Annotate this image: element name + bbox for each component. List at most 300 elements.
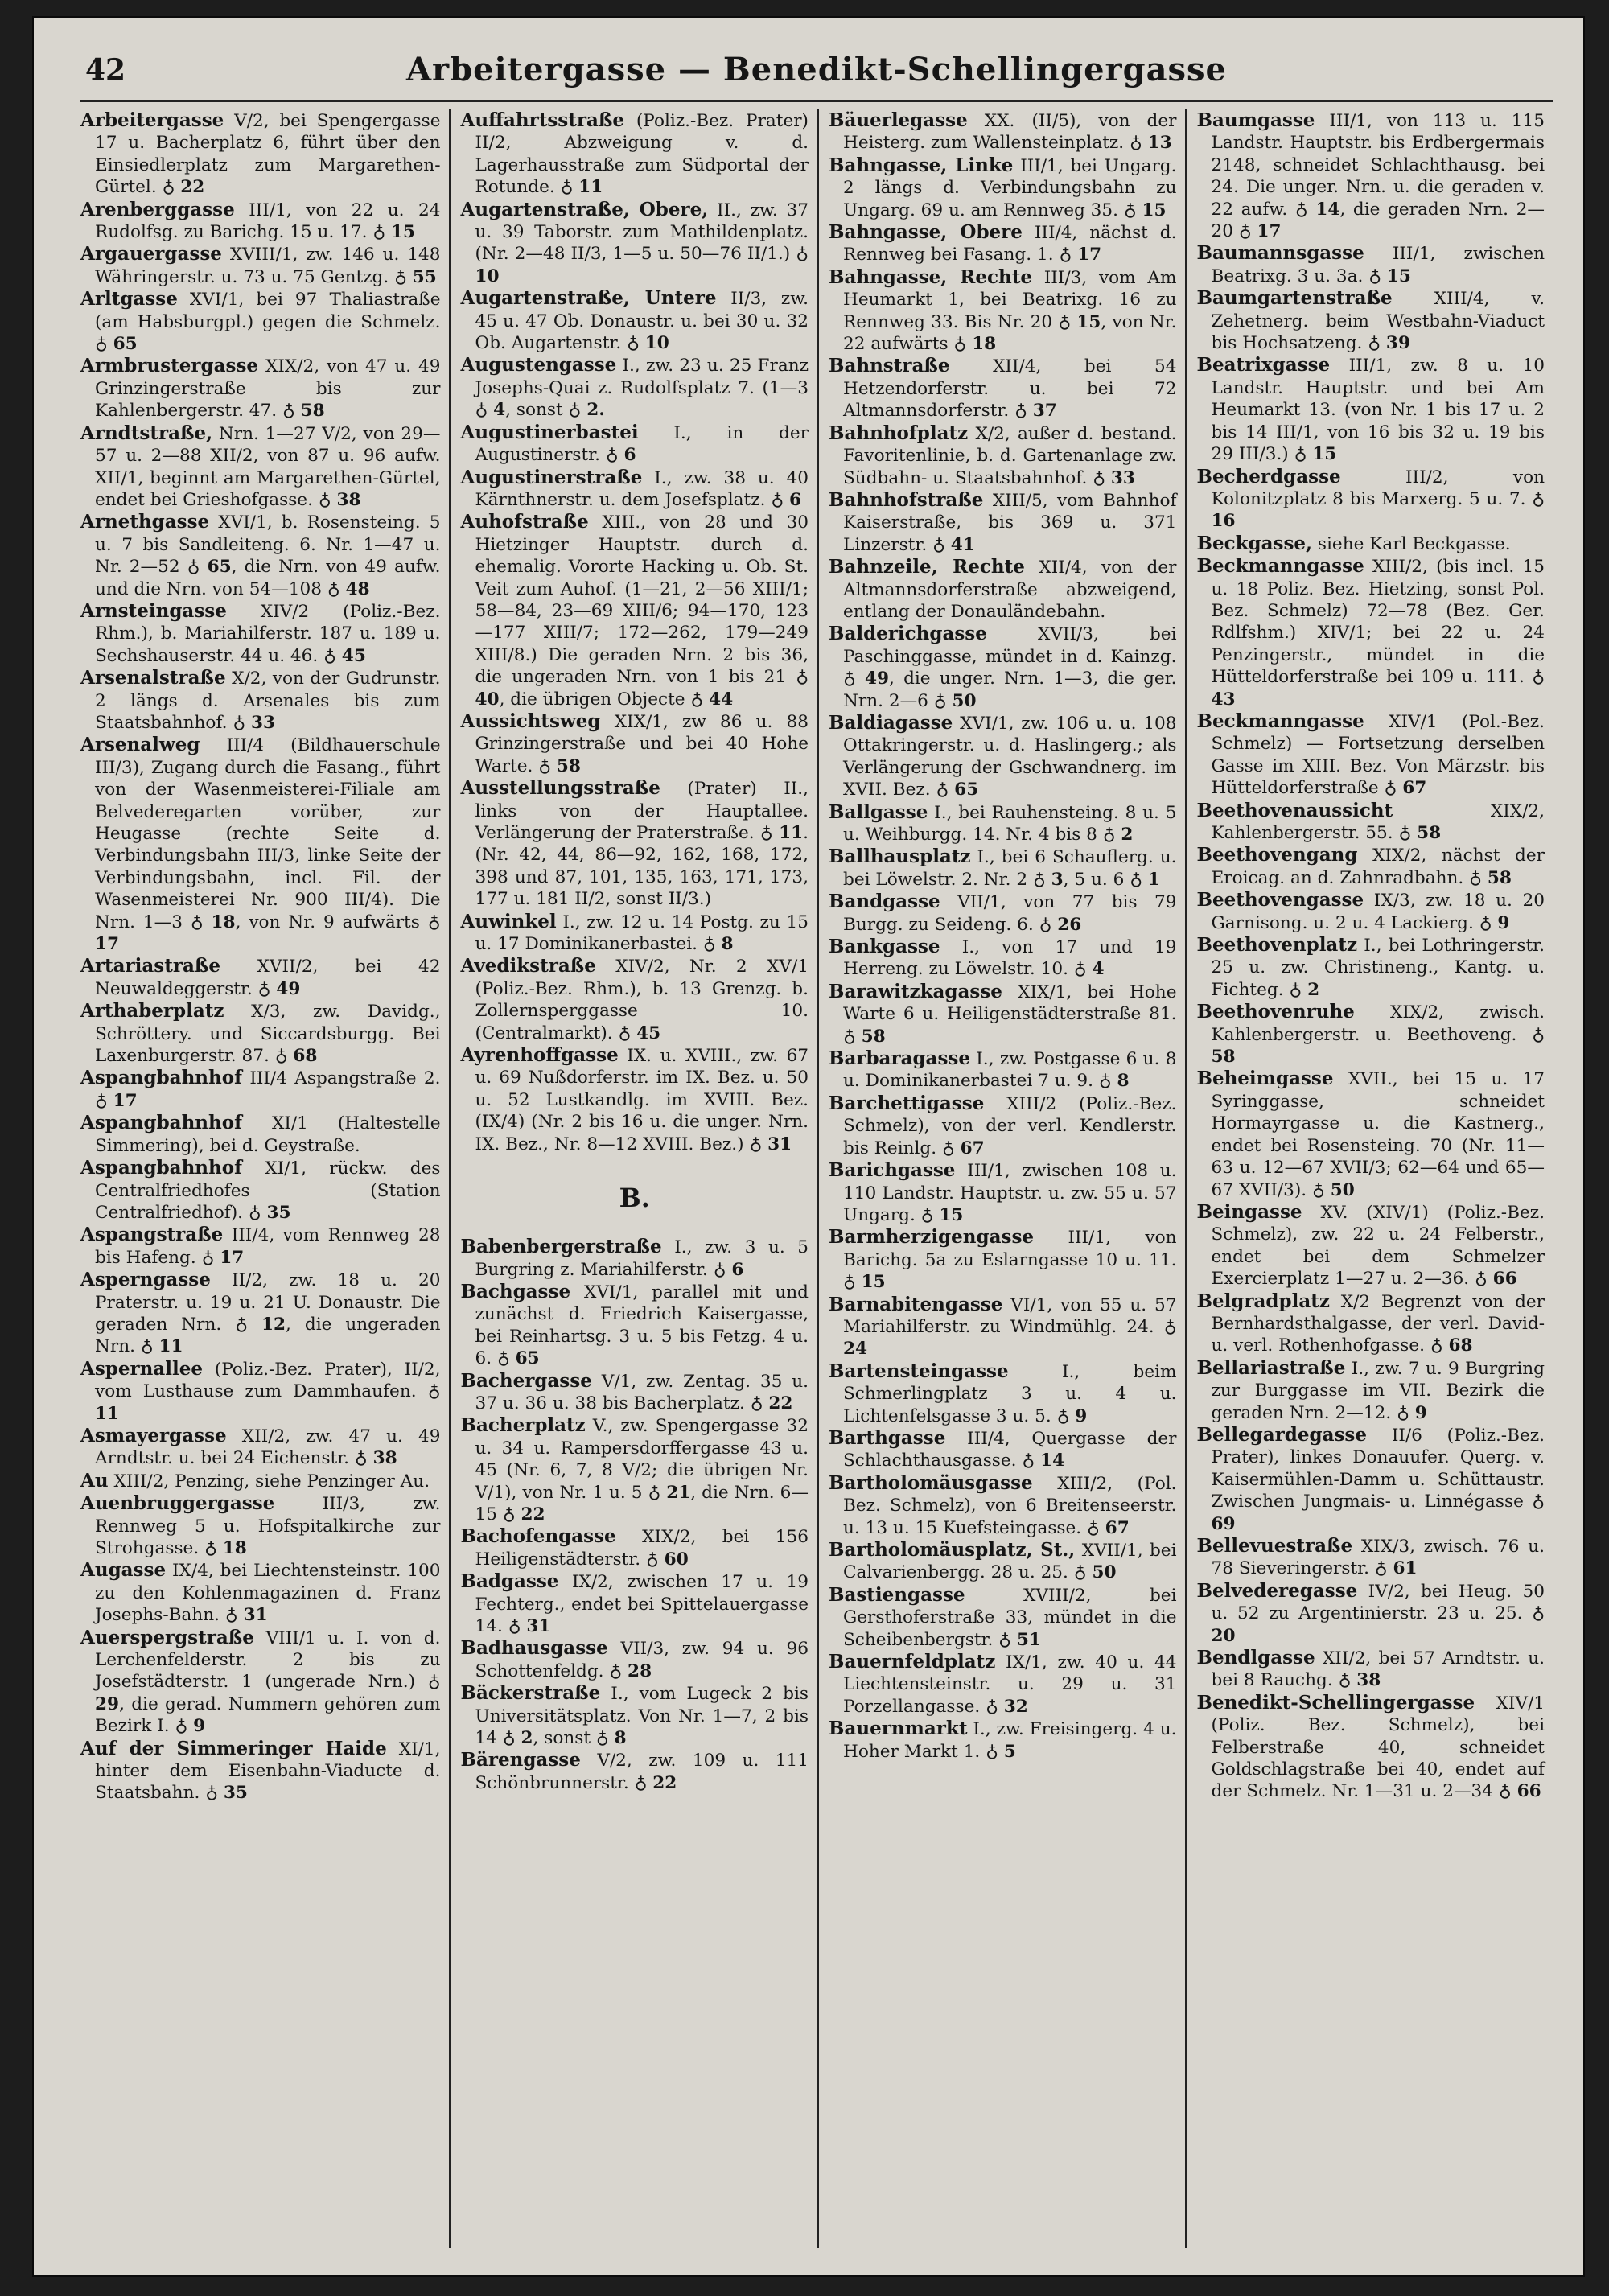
map-reference: 65 <box>113 334 138 355</box>
street-name: Bauernmarkt <box>829 1718 968 1740</box>
map-reference: 65 <box>954 780 979 800</box>
map-reference: 38 <box>336 489 361 510</box>
directory-entry: Auerspergstraße VIII/1 u. I. von d. Lerchenfelderstr. 2 bis zu Josefstädterstr. 1 (ungerade Nrn.) ♁ 29, die gerad. Nummern gehören zum Bezirk I. ♁ 9 <box>80 1626 441 1737</box>
directory-entry: Beatrixgasse III/1, zw. 8 u. 10 Landstr. Hauptstr. und bei Am Heumarkt 13. (von Nr. 1 bis 17 u. 2 bis 14 III/1, von 16 bis 32 u. 19 bis 29 III/3.) ♁ 15 <box>1196 354 1545 465</box>
street-description: I., bei Rauhensteing. 8 u. 5 u. Weihburgg. 14. Nr. 4 bis 8 <box>843 802 1177 845</box>
map-reference: 67 <box>960 1138 985 1158</box>
street-description: IX/3, zw. 18 u. 20 Garnisong. u. 2 u. 4 Lackierg. <box>1211 891 1545 933</box>
street-description: XIII., von 28 und 30 Hietzinger Hauptstr. durch d. ehemalig. Vororte Hacking u. Ob. St. Veit zum Auhof. (1—21, 2—56 XIII/1; 58—84, 23—69 XIII/6; 94—170, 123—177 XIII/7; 172—262, 179—249 XIII/8.) Die geraden Nrn. 2 bis 36, die ungeraden Nrn. von 1 bis 21 <box>475 512 809 688</box>
street-name: Barchettigasse <box>829 1092 985 1114</box>
street-description-tail: , die unger. Nrn. 1—3, die ger. Nrn. 2—6 <box>843 669 1177 711</box>
street-description: I., zw. 12 u. 14 Postg. zu 15 u. 17 Dominikanerbastei. <box>475 911 809 955</box>
street-description: XIII/5, vom Bahnhof Kaiserstraße, bis 369 u. 371 Linzerstr. <box>843 490 1177 555</box>
directory-entry: Arenberggasse III/1, von 22 u. 24 Rudolfsg. zu Barichg. 15 u. 17. ♁ 15 <box>80 198 441 243</box>
street-description: III/3, vom Am Heumarkt 1, bei Beatrixg. 16 zu Rennweg 33. Bis Nr. 20 <box>843 267 1177 332</box>
map-reference: 67 <box>1105 1517 1130 1538</box>
directory-entry: Beheimgasse XVII., bei 15 u. 17 Syringgasse, schneidet Hormayrgasse u. die Kastnerg., endet bei Rosensteing. 70 (Nr. 11—63 u. 12—67 XVII/3; 62—64 und 65—67 XVII/3). ♁ 50 <box>1196 1068 1545 1200</box>
map-reference: 2 <box>1307 979 1320 1000</box>
map-reference: 48 <box>345 578 370 599</box>
map-reference: 4 <box>1092 959 1105 980</box>
street-description: V/2, bei Spengergasse 17 u. Bacherplatz 6, führt über den Einsiedlerplatz zum Margarethen-Gürtel. <box>95 111 441 198</box>
map-reference: 50 <box>1330 1179 1355 1200</box>
directory-entry: Bahnstraße XII/4, bei 54 Hetzendorferstr. u. bei 72 Altmannsdorferstr. ♁ 37 <box>829 355 1177 422</box>
street-name: Au <box>80 1469 109 1492</box>
map-reference: 60 <box>664 1549 689 1570</box>
map-reference: 35 <box>223 1783 248 1804</box>
map-reference: 10 <box>475 265 500 286</box>
street-name: Beethovenplatz <box>1196 934 1358 957</box>
street-description: XX. (II/5), von der Heisterg. zum Wallensteinplatz. <box>843 111 1177 154</box>
directory-entry: Beethovenruhe XIX/2, zwisch. Kahlenbergerstr. u. Beethoveng. ♁ 58 <box>1196 1001 1545 1068</box>
map-reference: 58 <box>556 755 581 776</box>
directory-entry: Barbaragasse I., zw. Postgasse 6 u. 8 u. Dominikanerbastei 7 u. 9. ♁ 8 <box>829 1047 1177 1092</box>
directory-entry: Aspernallee (Poliz.-Bez. Prater), II/2, vom Lusthause zum Dammhaufen. ♁ 11 <box>80 1357 441 1424</box>
street-description: XI/1 (Haltestelle Simmering), bei d. Geystraße. <box>95 1113 441 1156</box>
street-description: IX. u. XVIII., zw. 67 u. 69 Nußdorferstr. im IX. Bez. u. 50 u. 52 Lustkandlg. im XVIII. Bez. (IX/4) (Nr. 2 bis 16 u. die unger. Nrn. IX. Bez., Nr. 8—12 XVIII. Bez.) <box>475 1046 809 1154</box>
directory-entry <box>80 1470 441 1492</box>
street-description: III/3, zw. Rennweg 5 u. Hofspitalkirche zur Strohgasse. <box>95 1494 441 1558</box>
directory-entry: Barchettigasse XIII/2 (Poliz.-Bez. Schmelz), von der verl. Kendlerstr. bis Reinlg. ♁ 67 <box>829 1092 1177 1158</box>
directory-entry: Bellegardegasse II/6 (Poliz.-Bez. Prater), linkes Donauufer. Querg. v. Kaisermühlen-Damm u. Schüttaustr. Zwischen Jungmais- u. Linnégasse ♁ 69 <box>1196 1423 1545 1534</box>
street-name: Bartholomäusplatz, St., <box>829 1539 1076 1561</box>
map-reference: 11 <box>578 177 603 198</box>
street-description: XVII/3, bei Paschinggasse, mündet in d. Kainzg. <box>843 624 1177 667</box>
directory-entry: Avedikstraße XIV/2, Nr. 2 XV/1 (Poliz.-Bez. Rhm.), b. 13 Grenzg. b. Zollernsperggasse 10. (Centralmarkt). ♁ 45 <box>460 955 809 1043</box>
street-name: Ballgasse <box>829 800 928 823</box>
street-description: XII/4, von der Altmannsdorferstraße abzweigend, entlang der Donauländebahn. <box>843 558 1177 622</box>
map-reference: 61 <box>1393 1558 1418 1579</box>
directory-entry: Bauernfeldplatz IX/1, zw. 40 u. 44 Liechtensteinstr. u. 29 u. 31 Porzellangasse. ♁ 32 <box>829 1651 1177 1717</box>
street-name: Barnabitengasse <box>829 1293 1003 1315</box>
street-name: Augustengasse <box>460 354 617 376</box>
street-name: Baumannsgasse <box>1196 242 1364 265</box>
street-description: XIX/2, zwisch. Kahlenbergerstr. u. Beethoveng. <box>1211 1002 1545 1045</box>
map-reference: 31 <box>767 1134 792 1154</box>
street-name: Ausstellungsstraße <box>460 777 660 800</box>
street-name: Bankgasse <box>829 936 940 958</box>
map-reference: 13 <box>1147 133 1172 154</box>
street-description: (Prater) II., links von der Hauptallee. Verlängerung der Praterstraße. <box>475 779 809 843</box>
directory-entry: Bellevuestraße XIX/3, zwisch. 76 u. 78 Sieveringerstr. ♁ 61 <box>1196 1535 1545 1579</box>
street-description: XIX/3, zwisch. 76 u. 78 Sieveringerstr. <box>1211 1537 1545 1579</box>
directory-entry: Beethovengang XIX/2, nächst der Eroicag. an d. Zahnradbahn. ♁ 58 <box>1196 844 1545 888</box>
directory-entry: Bellariastraße I., zw. 7 u. 9 Burgring zur Burggasse im VII. Bezirk die geraden Nrn. 2—12. ♁ 9 <box>1196 1356 1545 1423</box>
map-reference: 8 <box>721 934 734 955</box>
street-name: Auerspergstraße <box>80 1626 254 1648</box>
directory-entry: Beethovenplatz I., bei Lothringerstr. 25 u. zw. Christineng., Kantg. u. Fichteg. ♁ 2 <box>1196 934 1545 1000</box>
street-description-tail: , die ungeraden Nrn. <box>95 1314 441 1357</box>
column-1 <box>80 109 449 2248</box>
map-reference: 51 <box>1016 1629 1041 1650</box>
street-name: Bellevuestraße <box>1196 1535 1353 1557</box>
street-name: Becherdgasse <box>1196 465 1341 488</box>
map-reference: 55 <box>412 266 437 287</box>
street-description: III/1, bei Ungarg. 2 längs d. Verbindungsbahn zu Ungarg. 69 u. am Rennweg 35. <box>843 155 1177 220</box>
map-reference: 15 <box>1312 444 1337 465</box>
street-description-tail: , die übrigen Objecte <box>499 689 685 710</box>
page-number: 42 <box>85 53 126 87</box>
map-reference: 43 <box>1211 689 1236 710</box>
street-name: Avedikstraße <box>460 955 596 977</box>
street-description: XII/2, zw. 47 u. 49 Arndtstr. u. bei 24 Eichenstr. <box>95 1426 441 1469</box>
street-name: Bellegardegasse <box>1196 1423 1368 1446</box>
street-name: Auhofstraße <box>460 511 589 533</box>
street-description: X/2, außer d. bestand. Favoritenlinie, b. d. Gartenanlage zw. Südbahn- u. Staatsbahnhof. <box>843 423 1177 488</box>
directory-entry: Bachergasse V/1, zw. Zentag. 35 u. 37 u. 36 u. 38 bis Bacherplatz. ♁ 22 <box>460 1369 809 1413</box>
street-name: Beethovengang <box>1196 844 1358 866</box>
map-reference: 15 <box>939 1204 964 1225</box>
street-name: Arbeitergasse <box>80 109 224 131</box>
directory-entry: Bäuerlegasse XX. (II/5), von der Heisterg. zum Wallensteinplatz. ♁ 13 <box>829 109 1177 154</box>
directory-entry <box>829 556 1177 623</box>
directory-entry: Augustengasse I., zw. 23 u. 25 Franz Josephs-Quai z. Rudolfsplatz 7. (1—3 ♁ 4, sonst ♁ 2. <box>460 354 809 421</box>
directory-entry: Baldiagasse XVI/1, zw. 106 u. u. 108 Ottakringerstr. u. d. Haslingerg.; als Verlängerung der Gschwandnerg. im XVII. Bez. ♁ 65 <box>829 711 1177 800</box>
street-description: VII/1, von 77 bis 79 Burgg. zu Seideng. 6. <box>843 892 1177 935</box>
directory-entry: Bahnhofstraße XIII/5, vom Bahnhof Kaiserstraße, bis 369 u. 371 Linzerstr. ♁ 41 <box>829 488 1177 555</box>
street-name: Beckgasse, <box>1196 532 1313 554</box>
map-reference: 29 <box>95 1693 120 1714</box>
directory-entry: Bandgasse VII/1, von 77 bis 79 Burgg. zu Seideng. 6. ♁ 26 <box>829 891 1177 935</box>
directory-entry: Arltgasse XVI/1, bei 97 Thaliastraße (am Habsburgpl.) gegen die Schmelz. ♁ 65 <box>80 288 441 355</box>
street-description: XIX/1, zw 86 u. 88 Grinzingerstraße und bei 40 Hohe Warte. <box>475 711 809 776</box>
directory-entry: Argauergasse XVIII/1, zw. 146 u. 148 Währingerstr. u. 73 u. 75 Gentzg. ♁ 55 <box>80 243 441 287</box>
directory-entry: Bankgasse I., von 17 und 19 Herreng. zu Löwelstr. 10. ♁ 4 <box>829 936 1177 980</box>
map-reference: 2 <box>521 1728 533 1749</box>
street-description: XVI/1, parallel mit und zunächst d. Friedrich Kaisergasse, bei Reinhartsg. 3 u. 5 bis Fetzg. 4 u. 6. <box>475 1282 809 1369</box>
street-description: X/3, zw. Davidg., Schröttery. und Siccardsburgg. Bei Laxenburgerstr. 87. <box>95 1002 441 1067</box>
map-reference: 45 <box>341 645 366 666</box>
directory-entry: Benedikt-Schellingergasse XIV/1 (Poliz. Bez. Schmelz), bei Felberstraße 40, schneidet Goldschlagstraße bei 40, endet auf der Schmelz. Nr. 1—31 u. 2—34 ♁ 66 <box>1196 1691 1545 1802</box>
map-reference: 12 <box>261 1314 286 1335</box>
street-description-tail: , von Nr. 22 aufwärts <box>843 311 1177 355</box>
directory-entry: Baumgasse III/1, von 113 u. 115 Landstr. Hauptstr. bis Erdbergermais 2148, schneidet Schlachthausg. bei 24. Die unger. Nrn. u. die geraden v. 22 aufw. ♁ 14, die geraden Nrn. 2—20 ♁ 17 <box>1196 109 1545 242</box>
directory-entry: Augartenstraße, Untere II/3, zw. 45 u. 47 Ob. Donaustr. u. bei 30 u. 32 Ob. Augartenstr. ♁ 10 <box>460 287 809 354</box>
street-description: V/1, zw. Zentag. 35 u. 37 u. 36 u. 38 bis Bacherplatz. <box>475 1371 809 1413</box>
map-reference: 22 <box>768 1393 793 1413</box>
directory-entry: Belvederegasse IV/2, bei Heug. 50 u. 52 zu Argentinierstr. 23 u. 25. ♁ 20 <box>1196 1579 1545 1646</box>
street-name: Arnethgasse <box>80 511 210 533</box>
street-name: Ballhausplatz <box>829 846 971 868</box>
street-description: I., in der Augustinerstr. <box>475 422 809 466</box>
street-name: Bahnzeile, Rechte <box>829 556 1025 578</box>
directory-entry: Baumgartenstraße XIII/4, v. Zehetnerg. beim Westbahn-Viaduct bis Hochsatzeng. ♁ 39 <box>1196 287 1545 354</box>
directory-entry: Babenbergerstraße I., zw. 3 u. 5 Burgring z. Mariahilferstr. ♁ 6 <box>460 1236 809 1280</box>
map-reference: 21 <box>666 1482 691 1503</box>
map-reference: 28 <box>628 1660 652 1681</box>
street-description: XIV/2, Nr. 2 XV/1 (Poliz.-Bez. Rhm.), b. 13 Grenzg. b. Zollernsperggasse 10. (Centralmarkt). <box>475 957 809 1043</box>
map-reference: 22 <box>180 177 205 198</box>
street-description-tail: , die geraden Nrn. 2—20 <box>1211 199 1545 242</box>
street-description: IX/1, zw. 40 u. 44 Liechtensteinstr. u. 29 u. 31 Porzellangasse. <box>843 1652 1177 1717</box>
map-reference: 17 <box>220 1247 245 1268</box>
map-reference: 15 <box>1386 265 1411 286</box>
map-reference: 38 <box>1356 1670 1381 1691</box>
street-description: V., zw. Spengergasse 32 u. 34 u. Rampersdorffergasse 43 u. 45 (Nr. 6, 7, 8 V/2; die übrigen Nr. V/1), von Nr. 1 u. 5 <box>475 1416 809 1503</box>
directory-entry: Artariastraße XVII/2, bei 42 Neuwaldeggerstr. ♁ 49 <box>80 955 441 999</box>
street-description-tail: , von Nr. 9 aufwärts <box>235 911 420 932</box>
street-name: Barbaragasse <box>829 1047 970 1070</box>
column-2 <box>449 109 817 2248</box>
directory-entry: Auenbruggergasse III/3, zw. Rennweg 5 u. Hofspitalkirche zur Strohgasse. ♁ 18 <box>80 1492 441 1558</box>
map-reference: 66 <box>1492 1269 1517 1290</box>
map-reference: 17 <box>1077 245 1102 265</box>
map-reference: 6 <box>623 445 636 466</box>
street-name: Bartholomäusgasse <box>829 1471 1033 1494</box>
directory-entry: Auffahrtsstraße (Poliz.-Bez. Prater) II/2, Abzweigung v. d. Lagerhausstraße zum Südportal der Rotunde. ♁ 11 <box>460 109 809 198</box>
street-description: IV/2, bei Heug. 50 u. 52 zu Argentinierstr. 23 u. 25. <box>1211 1581 1545 1624</box>
map-reference: 50 <box>952 690 977 711</box>
directory-entry: Bahngasse, Linke III/1, bei Ungarg. 2 längs d. Verbindungsbahn zu Ungarg. 69 u. am Rennweg 35. ♁ 15 <box>829 154 1177 220</box>
directory-entry: Barawitzkagasse XIX/1, bei Hohe Warte 6 u. Heiligenstädterstraße 81. ♁ 58 <box>829 980 1177 1047</box>
street-name: Benedikt-Schellingergasse <box>1196 1691 1475 1714</box>
street-description: XVIII/2, bei Gersthoferstraße 33, mündet in die Scheibenbergstr. <box>843 1585 1177 1650</box>
street-name: Aspangbahnhof <box>80 1112 242 1134</box>
map-reference: 4 <box>493 400 506 421</box>
directory-entry: Ballgasse I., bei Rauhensteing. 8 u. 5 u. Weihburgg. 14. Nr. 4 bis 8 ♁ 2 <box>829 800 1177 845</box>
directory-entry: Beckmanngasse XIV/1 (Pol.-Bez. Schmelz) — Fortsetzung derselben Gasse im XIII. Bez. Von Märzstr. bis Hütteldorferstraße ♁ 67 <box>1196 710 1545 799</box>
directory-entry: Arthaberplatz X/3, zw. Davidg., Schröttery. und Siccardsburgg. Bei Laxenburgerstr. 87. ♁ 68 <box>80 1000 441 1067</box>
street-description: III/1, von Barichg. 5a zu Eslarngasse 10 u. 11. <box>843 1228 1177 1270</box>
street-description: XI/1, hinter dem Eisenbahn-Viaducte d. Staatsbahn. <box>95 1738 441 1804</box>
street-description: XIII/2, Penzing, siehe Penzinger Au. <box>113 1471 430 1492</box>
street-name: Arsenalstraße <box>80 667 226 689</box>
map-reference: 33 <box>1110 467 1135 488</box>
page-title: Arbeitergasse — Benedikt-Schellingergasse <box>405 50 1227 88</box>
street-name: Bendlgasse <box>1196 1647 1315 1669</box>
map-reference: 41 <box>950 534 975 555</box>
street-description: IX/4, bei Liechtensteinstr. 100 zu den Kohlenmagazinen d. Franz Josephs-Bahn. <box>95 1561 441 1626</box>
street-description: XIX/2, bei 156 Heiligenstädterstr. <box>475 1527 809 1570</box>
map-reference: 33 <box>251 712 276 733</box>
map-reference: 40 <box>475 689 500 710</box>
map-reference: 58 <box>1487 867 1512 888</box>
street-name: Beethovenruhe <box>1196 1001 1355 1023</box>
directory-entry: Badhausgasse VII/3, zw. 94 u. 96 Schottenfeldg. ♁ 28 <box>460 1637 809 1681</box>
street-description: I., von 17 und 19 Herreng. zu Löwelstr. 10. <box>843 937 1177 980</box>
map-reference: 17 <box>1257 221 1282 242</box>
map-reference: 31 <box>526 1616 551 1636</box>
street-name: Barawitzkagasse <box>829 980 1002 1002</box>
street-name: Arltgasse <box>80 288 178 311</box>
street-name: Augartenstraße, Obere, <box>460 198 709 220</box>
street-name: Beingasse <box>1196 1200 1302 1223</box>
street-description: I., zw. Freisingerg. 4 u. Hoher Markt 1. <box>843 1719 1177 1762</box>
street-description: XII/2, bei 57 Arndtstr. u. bei 8 Rauchg. <box>1211 1648 1545 1691</box>
directory-entry: Becherdgasse III/2, von Kolonitzplatz 8 bis Marxerg. 5 u. 7. ♁ 16 <box>1196 465 1545 532</box>
map-reference: 32 <box>1003 1696 1028 1717</box>
street-name: Arsenalweg <box>80 734 200 756</box>
street-description: XIX/1, bei Hohe Warte 6 u. Heiligenstädterstraße 81. <box>843 981 1177 1025</box>
directory-entry: Bärengasse V/2, zw. 109 u. 111 Schönbrunnerstr. ♁ 22 <box>460 1749 809 1793</box>
directory-entry: Arbeitergasse V/2, bei Spengergasse 17 u. Bacherplatz 6, führt über den Einsiedlerplatz zum Margarethen-Gürtel. ♁ 22 <box>80 109 441 198</box>
street-name: Aspernallee <box>80 1357 203 1380</box>
street-description: XVI/1, zw. 106 u. u. 108 Ottakringerstr. u. d. Haslingerg.; als Verlängerung der Gschwandnerg. im XVII. Bez. <box>843 713 1177 800</box>
directory-entry: Bartholomäusgasse XIII/2, (Pol. Bez. Schmelz), von 6 Breitenseerstr. u. 13 u. 15 Kuefsteingasse. ♁ 67 <box>829 1471 1177 1538</box>
street-name: Beckmanngasse <box>1196 710 1364 732</box>
map-reference: 39 <box>1385 333 1410 354</box>
directory-entry: Beethovengasse IX/3, zw. 18 u. 20 Garnisong. u. 2 u. 4 Lackierg. ♁ 9 <box>1196 889 1545 933</box>
street-name: Badgasse <box>460 1570 559 1593</box>
street-description: VI/1, von 55 u. 57 Mariahilferstr. zu Windmühlg. 24. <box>843 1294 1177 1337</box>
street-name: Bärengasse <box>460 1749 581 1771</box>
street-description: I., bei Lothringerstr. 25 u. zw. Christineng., Kantg. u. Fichteg. <box>1211 936 1545 1000</box>
street-description: III/2, von Kolonitzplatz 8 bis Marxerg. 5 u. 7. <box>1211 467 1545 509</box>
directory-entry: Augustinerbastei I., in der Augustinerstr. ♁ 6 <box>460 421 809 466</box>
map-reference: 3 <box>1051 869 1064 890</box>
street-name: Auenbruggergasse <box>80 1492 275 1515</box>
street-name: Bastiengasse <box>829 1583 965 1606</box>
map-reference: 14 <box>1040 1450 1065 1471</box>
directory-entry: Bastiengasse XVIII/2, bei Gersthoferstraße 33, mündet in die Scheibenbergstr. ♁ 51 <box>829 1583 1177 1650</box>
street-name: Bäuerlegasse <box>829 109 968 131</box>
street-name: Beethovengasse <box>1196 889 1364 911</box>
map-reference: 17 <box>95 934 120 955</box>
street-name: Bachofengasse <box>460 1525 616 1548</box>
street-name: Ayrenhoffgasse <box>460 1044 619 1067</box>
street-name: Aussichtsweg <box>460 710 601 732</box>
street-description: III/4, vom Rennweg 28 bis Hafeng. <box>95 1225 441 1268</box>
street-name: Beethovenaussicht <box>1196 799 1393 821</box>
map-reference: 17 <box>113 1090 138 1111</box>
map-reference: 11 <box>95 1403 120 1424</box>
street-description: VIII/1 u. I. von d. Lerchenfelderstr. 2 bis zu Josefstädterstr. 1 (ungerade Nrn.) <box>95 1627 441 1693</box>
street-name: Bauernfeldplatz <box>829 1651 996 1673</box>
directory-entry: Arnethgasse XVI/1, b. Rosensteing. 5 u. 7 bis Sandleiteng. 6. Nr. 1—47 u. Nr. 2—52 ♁ 65, die Nrn. von 49 aufw. und die Nrn. von 54—108 ♁ 48 <box>80 511 441 599</box>
map-reference: 18 <box>972 334 997 355</box>
directory-entry: Bacherplatz V., zw. Spengergasse 32 u. 34 u. Rampersdorffergasse 43 u. 45 (Nr. 6, 7, 8 V/2; die übrigen Nr. V/1), von Nr. 1 u. 5 ♁ 21, die Nrn. 6—15 ♁ 22 <box>460 1414 809 1524</box>
street-description-tail: , 5 u. 6 <box>1063 869 1125 890</box>
street-description: Nrn. 1—27 V/2, von 29—57 u. 2—88 XII/2, von 87 u. 96 aufw. XII/1, beginnt am Margarethen-Gürtel, endet bei Grieshofgasse. <box>95 423 441 510</box>
directory-entry: Barmherzigengasse III/1, von Barichg. 5a zu Eslarngasse 10 u. 11. ♁ 15 <box>829 1226 1177 1293</box>
map-reference: 11 <box>158 1336 183 1357</box>
directory-entry: Bauernmarkt I., zw. Freisingerg. 4 u. Hoher Markt 1. ♁ 5 <box>829 1718 1177 1762</box>
directory-entry: Auf der Simmeringer Haide XI/1, hinter dem Eisenbahn-Viaducte d. Staatsbahn. ♁ 35 <box>80 1737 441 1804</box>
street-description: III/1, zw. 8 u. 10 Landstr. Hauptstr. und bei Am Heumarkt 13. (von Nr. 1 bis 17 u. 2 bis 14 III/1, von 16 bis 32 u. 19 bis 29 III/3.) <box>1211 356 1545 465</box>
directory-entry: Bäckerstraße I., vom Lugeck 2 bis Universitätsplatz. Von Nr. 1—7, 2 bis 14 ♁ 2, sonst ♁ 8 <box>460 1682 809 1749</box>
street-name: Auffahrtsstraße <box>460 109 624 131</box>
directory-entry: Auwinkel I., zw. 12 u. 14 Postg. zu 15 u. 17 Dominikanerbastei. ♁ 8 <box>460 910 809 955</box>
street-description: II/6 (Poliz.-Bez. Prater), linkes Donauufer. Querg. v. Kaisermühlen-Damm u. Schüttaustr. Zwischen Jungmais- u. Linnégasse <box>1211 1425 1545 1512</box>
street-name: Baumgartenstraße <box>1196 287 1393 310</box>
map-reference: 58 <box>861 1026 886 1047</box>
column-3 <box>817 109 1185 2248</box>
directory-entry: Beethovenaussicht XIX/2, Kahlenbergerstr. 55. ♁ 58 <box>1196 799 1545 843</box>
directory-entry: Badgasse IX/2, zwischen 17 u. 19 Fechterg., endet bei Spittelauergasse 14. ♁ 31 <box>460 1570 809 1636</box>
street-description-tail: . (Nr. 42, 44, 86—92, 162, 168, 172, 398 und 87, 101, 135, 163, 171, 173, 177 u. 181 II/2, sonst II/3.) <box>475 823 809 910</box>
street-name: Aspangbahnhof <box>80 1067 242 1089</box>
directory-entry: Augartenstraße, Obere, II., zw. 37 u. 39 Taborstr. zum Mathildenplatz. (Nr. 2—48 II/3, 1—5 u. 50—76 II/1.) ♁ 10 <box>460 198 809 286</box>
street-name: Bandgasse <box>829 891 940 913</box>
street-name: Armbrustergasse <box>80 355 259 377</box>
street-description: XI/1, rückw. des Centralfriedhofes (Station Centralfriedhof). <box>95 1158 441 1223</box>
map-reference: 38 <box>372 1448 397 1469</box>
map-reference: 37 <box>1032 401 1057 422</box>
street-name: Bellariastraße <box>1196 1356 1346 1379</box>
directory-entry: Aspangbahnhof III/4 Aspangstraße 2. ♁ 17 <box>80 1067 441 1111</box>
directory-entry: Balderichgasse XVII/3, bei Paschinggasse, mündet in d. Kainzg. ♁ 49, die unger. Nrn. 1—3, die ger. Nrn. 2—6 ♁ 50 <box>829 623 1177 711</box>
directory-entry: Barichgasse III/1, zwischen 108 u. 110 Landstr. Hauptstr. u. zw. 55 u. 57 Ungarg. ♁ 15 <box>829 1159 1177 1225</box>
directory-entry: Baumannsgasse III/1, zwischen Beatrixg. 3 u. 3a. ♁ 15 <box>1196 242 1545 286</box>
street-description: I., beim Schmerlingplatz 3 u. 4 u. Lichtenfelsgasse 3 u. 5. <box>843 1361 1177 1426</box>
street-description: III/4, nächst d. Rennweg bei Fasang. 1. <box>843 223 1177 265</box>
map-reference: 9 <box>1497 912 1510 933</box>
street-name: Auwinkel <box>460 910 557 932</box>
street-description: XII/4, bei 54 Hetzendorferstr. u. bei 72 Altmannsdorferstr. <box>843 356 1177 422</box>
map-reference: 49 <box>864 669 890 689</box>
directory-entry: Bartensteingasse I., beim Schmerlingplatz 3 u. 4 u. Lichtenfelsgasse 3 u. 5. ♁ 9 <box>829 1360 1177 1426</box>
street-description: III/4, Quergasse der Schlachthausgasse. <box>843 1428 1177 1471</box>
street-description: XIII/2 (Poliz.-Bez. Schmelz), von der verl. Kendlerstr. bis Reinlg. <box>843 1093 1177 1158</box>
directory-entry: Arsenalweg III/4 (Bildhauerschule III/3), Zugang durch die Fasang., führt von der Wasenmeisterei-Filiale am Belvederegarten vorüber, zur Heugasse (rechte Seite d. Verbindungsbahn III/3, linke Seite der Verbindungsbahn, incl. Fil. der Wasenmeisterei Nr. 900 III/4). Die Nrn. 1—3 ♁ 18, von Nr. 9 aufwärts ♁ 17 <box>80 734 441 955</box>
directory-entry: Aspangbahnhof XI/1, rückw. des Centralfriedhofes (Station Centralfriedhof). ♁ 35 <box>80 1157 441 1223</box>
street-name: Baldiagasse <box>829 711 953 734</box>
street-description: III/1, zwischen 108 u. 110 Landstr. Hauptstr. u. zw. 55 u. 57 Ungarg. <box>843 1161 1177 1225</box>
street-description: I., bei 6 Schauflerg. u. bei Löwelstr. 2. Nr. 2 <box>843 847 1177 890</box>
street-description: XVII/1, bei Calvarienbergg. 28 u. 25. <box>843 1541 1177 1583</box>
street-name: Arndtstraße, <box>80 422 213 444</box>
page-header <box>80 45 1553 93</box>
map-reference: 8 <box>614 1728 627 1749</box>
directory-entry: Asperngasse II/2, zw. 18 u. 20 Praterstr. u. 19 u. 21 U. Donaustr. Die geraden Nrn. ♁ 12, die ungeraden Nrn. ♁ 11 <box>80 1269 441 1357</box>
map-reference: 15 <box>861 1272 886 1293</box>
directory-entry: Beingasse XV. (XIV/1) (Poliz.-Bez. Schmelz), zw. 22 u. 24 Felberstr., endet bei dem Schmelzer Exercierplatz 1—27 u. 2—36. ♁ 66 <box>1196 1200 1545 1290</box>
street-name: Bahngasse, Rechte <box>829 265 1032 288</box>
street-description: III/4 Aspangstraße 2. <box>249 1068 441 1089</box>
directory-entry: Arndtstraße, Nrn. 1—27 V/2, von 29—57 u. 2—88 XII/2, von 87 u. 96 aufw. XII/1, beginnt am Margarethen-Gürtel, endet bei Grieshofgasse. ♁ 38 <box>80 422 441 510</box>
map-reference: 9 <box>193 1716 206 1737</box>
directory-entry: Bachgasse XVI/1, parallel mit und zunächst d. Friedrich Kaisergasse, bei Reinhartsg. 3 u. 5 bis Fetzg. 4 u. 6. ♁ 65 <box>460 1280 809 1369</box>
street-description: XIX/2, nächst der Eroicag. an d. Zahnradbahn. <box>1211 846 1545 888</box>
street-description: II/3, zw. 45 u. 47 Ob. Donaustr. u. bei 30 u. 32 Ob. Augartenstr. <box>475 289 809 354</box>
street-name: Augartenstraße, Untere <box>460 287 717 310</box>
directory-entry: Barthgasse III/4, Quergasse der Schlachthausgasse. ♁ 14 <box>829 1426 1177 1471</box>
street-description: I., zw. 23 u. 25 Franz Josephs-Quai z. Rudolfsplatz 7. (1—3 <box>475 356 809 398</box>
map-reference: 65 <box>515 1348 540 1369</box>
map-reference: 15 <box>1076 311 1101 332</box>
map-reference: 65 <box>207 557 232 578</box>
street-description: X/2 Begrenzt von der Bernhardsthalgasse, der verl. David- u. verl. Rothenhofgasse. <box>1211 1291 1545 1356</box>
map-reference: 45 <box>636 1023 661 1043</box>
street-description-tail: , sonst <box>505 400 563 421</box>
street-description: XIV/1 (Poliz. Bez. Schmelz), bei Felberstraße 40, schneidet Goldschlagstraße bei 40, endet auf der Schmelz. Nr. 1—31 u. 2—34 <box>1211 1693 1545 1802</box>
street-name: Argauergasse <box>80 243 222 265</box>
map-reference: 5 <box>1003 1741 1016 1762</box>
street-description: X/2, von der Gudrunstr. 2 längs d. Arsenales bis zum Staatsbahnhof. <box>95 669 441 733</box>
map-reference: 69 <box>1211 1513 1236 1534</box>
street-name: Augustinerstraße <box>460 466 643 488</box>
street-description: siehe Karl Beckgasse. <box>1317 533 1511 554</box>
directory-entry: Aspangstraße III/4, vom Rennweg 28 bis Hafeng. ♁ 17 <box>80 1224 441 1268</box>
directory-page <box>32 16 1585 2277</box>
street-description: II., zw. 37 u. 39 Taborstr. zum Mathildenplatz. (Nr. 2—48 II/3, 1—5 u. 50—76 II/1.) <box>475 200 809 265</box>
map-reference: 2 <box>1121 825 1134 845</box>
directory-entry: Beckmanngasse XIII/2, (bis incl. 15 u. 18 Poliz. Bez. Hietzing, sonst Pol. Bez. Schmelz) 72—78 (Bez. Ger. Rdlfshm.) XIV/1; bei 22 u. 24 Penzingerstr., mündet in die Hütteldorferstraße bei 109 u. 111. ♁ 43 <box>1196 555 1545 710</box>
map-reference: 18 <box>211 911 236 932</box>
map-reference: 9 <box>1075 1405 1088 1426</box>
map-reference: 6 <box>788 489 802 510</box>
street-name: Beheimgasse <box>1196 1068 1334 1090</box>
street-description: XVI/1, bei 97 Thaliastraße (am Habsburgpl.) gegen die Schmelz. <box>95 290 441 332</box>
street-name: Beckmanngasse <box>1196 555 1364 578</box>
directory-entry: Bahngasse, Rechte III/3, vom Am Heumarkt 1, bei Beatrixg. 16 zu Rennweg 33. Bis Nr. 20 ♁ 15, von Nr. 22 aufwärts ♁ 18 <box>829 265 1177 355</box>
street-name: Augustinerbastei <box>460 421 639 443</box>
map-reference: 14 <box>1315 199 1340 220</box>
directory-entry: Arsenalstraße X/2, von der Gudrunstr. 2 längs d. Arsenales bis zum Staatsbahnhof. ♁ 33 <box>80 667 441 733</box>
directory-entry: Armbrustergasse XIX/2, von 47 u. 49 Grinzingerstraße bis zur Kahlenbergerstr. 47. ♁ 58 <box>80 355 441 422</box>
map-reference: 49 <box>276 978 301 999</box>
map-reference: 20 <box>1211 1625 1236 1646</box>
map-reference: 31 <box>243 1605 268 1626</box>
